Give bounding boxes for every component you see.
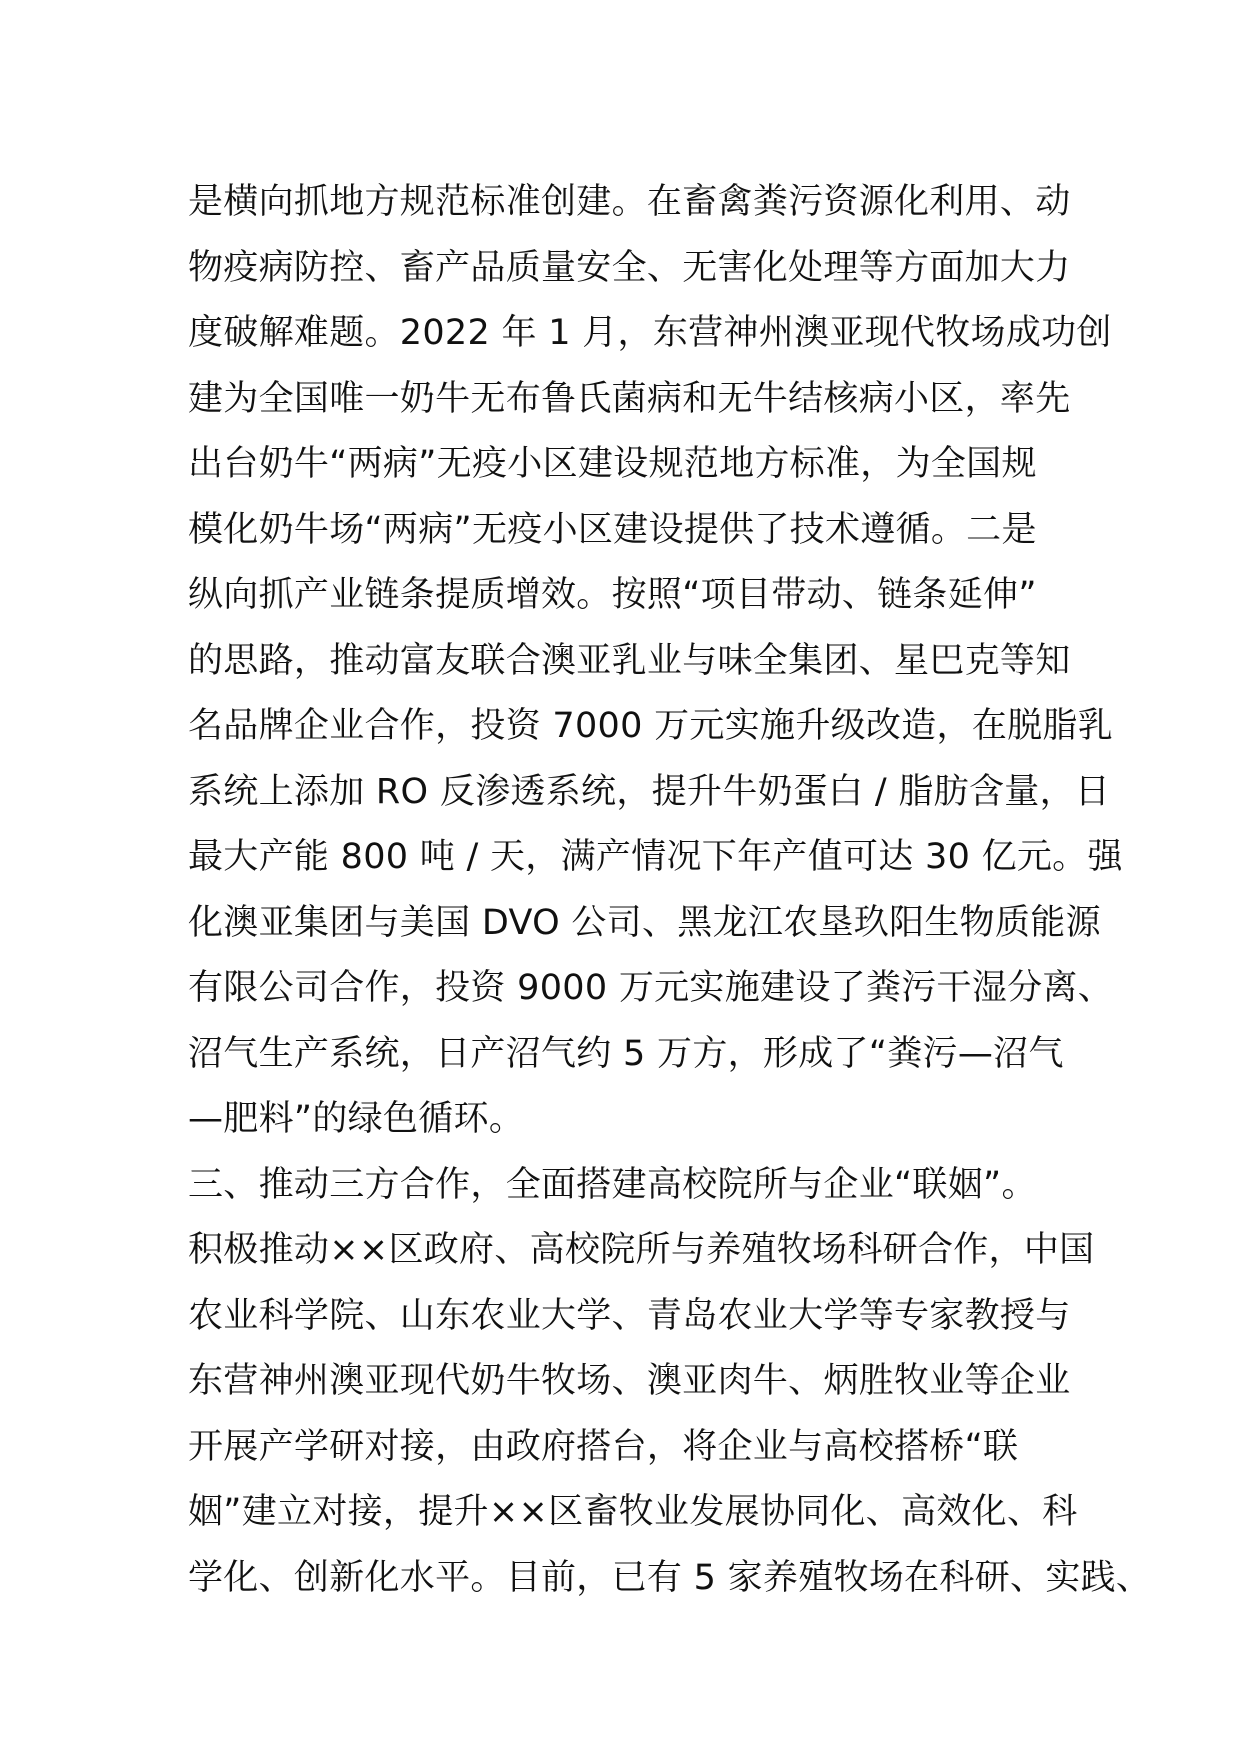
- text-line: 开展产学研对接，由政府搭台，将企业与高校搭桥“联: [188, 1426, 1019, 1467]
- text-line: 东营神州澳亚现代奶牛牧场、澳亚肉牛、炳胜牧业等企业: [188, 1361, 1071, 1401]
- text-line: 姻”建立对接，提升××区畜牧业发展协同化、高效化、科: [188, 1492, 1078, 1532]
- text-line: 度破解难题。2022 年 1 月，东营神州澳亚现代牧场成功创: [188, 313, 1112, 353]
- text-line: 是横向抓地方规范标准创建。在畜禽粪污资源化利用、动: [188, 182, 1071, 222]
- text-line: 有限公司合作，投资 9000 万元实施建设了粪污干湿分离、: [188, 968, 1114, 1008]
- text-line: 纵向抓产业链条提质增效。按照“项目带动、链条延伸”: [188, 575, 1037, 615]
- text-line: 物疫病防控、畜产品质量安全、无害化处理等方面加大力: [188, 247, 1071, 288]
- text-line: 出台奶牛“两病”无疫小区建设规范地方标准，为全国规: [188, 444, 1037, 484]
- text-line: 农业科学院、山东农业大学、青岛农业大学等专家教授与: [188, 1295, 1071, 1336]
- text-line: —肥料”的绿色循环。: [188, 1099, 525, 1139]
- text-line: 最大产能 800 吨 / 天，满产情况下年产值可达 30 亿元。强: [188, 837, 1123, 877]
- text-line: 名品牌企业合作，投资 7000 万元实施升级改造，在脱脂乳: [188, 706, 1114, 746]
- text-line: 建为全国唯一奶牛无布鲁氏菌病和无牛结核病小区，率先: [188, 378, 1071, 419]
- text-line: 沼气生产系统，日产沼气约 5 万方，形成了“粪污—沼气: [188, 1033, 1064, 1074]
- text-line: 化澳亚集团与美国 DVO 公司、黑龙江农垦玖阳生物质能源: [188, 902, 1101, 943]
- text-line: 模化奶牛场“两病”无疫小区建设提供了技术遵循。二是: [188, 509, 1037, 550]
- text-line: 的思路，推动富友联合澳亚乳业与味全集团、星巴克等知: [188, 640, 1071, 681]
- text-line: 积极推动××区政府、高校院所与养殖牧场科研合作，中国: [188, 1230, 1095, 1270]
- section-heading: 三、推动三方合作，全面搭建高校院所与企业“联姻”。: [188, 1164, 1037, 1205]
- body-text: [188, 170, 1152, 1611]
- text-line: 学化、创新化水平。目前，已有 5 家养殖牧场在科研、实践、: [188, 1557, 1152, 1598]
- text-line: 系统上添加 RO 反渗透系统，提升牛奶蛋白 / 脂肪含量，日: [188, 771, 1111, 812]
